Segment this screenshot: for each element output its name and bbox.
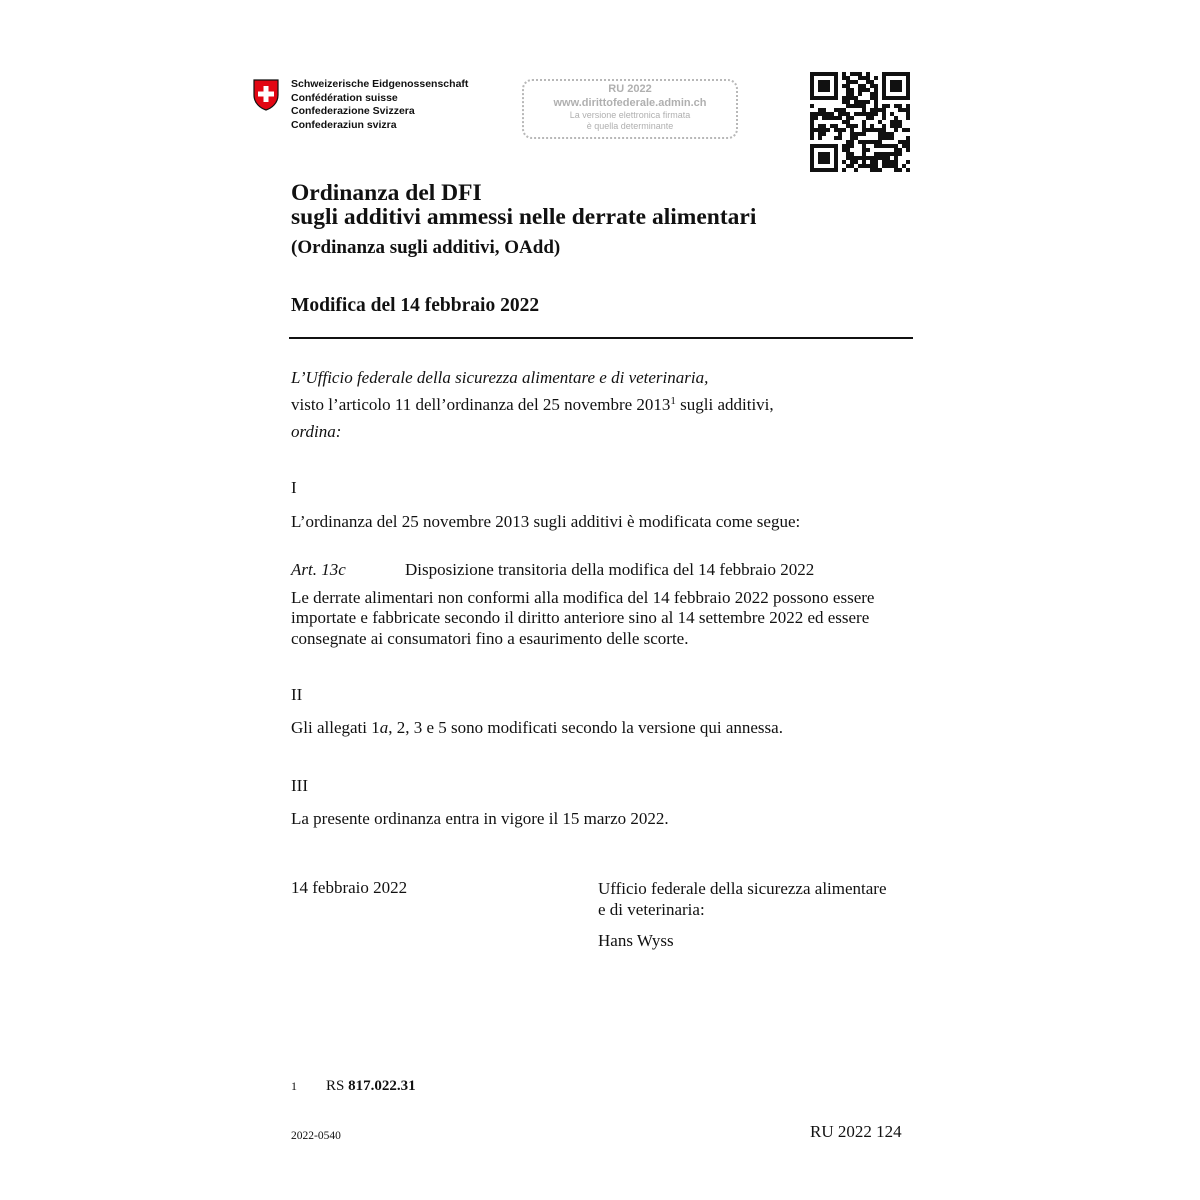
ru-reference: RU 2022 124 (810, 1122, 902, 1141)
article-text-line-3: consegnate ai consumatori fino a esaurimento delle scorte. (291, 629, 689, 648)
signature-office-line-2: e di veterinaria: (598, 900, 705, 919)
title-divider (289, 337, 913, 339)
official-publication-stamp (522, 79, 738, 139)
article-text-line-2: importate e fabbricate secondo il diritto anteriore sino al 14 settembre 2022 ed essere (291, 608, 870, 627)
section-3-text: La presente ordinanza entra in vigore il 15 marzo 2022. (291, 809, 669, 828)
confederation-name-rm: Confederaziun svizra (291, 118, 397, 131)
footnote-reference[interactable]: 1 (670, 395, 676, 407)
stamp-url[interactable]: www.dirittofederale.admin.ch (553, 97, 707, 109)
preamble-basis-text: visto l’articolo 11 dell’ordinanza del 25 novembre 2013 (291, 395, 671, 414)
title-line-1: Ordinanza del DFI (291, 180, 482, 206)
section-2-text-start: Gli allegati 1 (291, 718, 380, 737)
section-2-text-end: , 2, 3 e 5 sono modificati secondo la versione qui annessa. (388, 718, 783, 737)
preamble-authority: L’Ufficio federale della sicurezza alimentare e di veterinaria, (291, 368, 709, 387)
section-numeral-2: II (291, 685, 303, 704)
page-title (291, 181, 756, 229)
title-line-2: sugli additivi ammessi nelle derrate alimentari (291, 204, 757, 230)
article-title: Disposizione transitoria della modifica del 14 febbraio 2022 (405, 560, 815, 579)
signature-office (598, 878, 887, 920)
footnote-text (326, 1078, 416, 1095)
confederation-name-de: Schweizerische Eidgenossenschaft (291, 78, 469, 90)
preamble-ordains: ordina: (291, 422, 342, 441)
footnote-number: 1 (291, 1079, 297, 1093)
confederation-name-it: Confederazione Svizzera (291, 105, 415, 117)
article-label: Art. 13c (291, 560, 346, 579)
signature-date: 14 febbraio 2022 (291, 878, 408, 897)
section-numeral-1: I (291, 478, 297, 497)
section-2-text (291, 717, 783, 739)
stamp-ru: RU 2022 (608, 83, 652, 95)
confederation-name-fr: Confédération suisse (291, 91, 398, 104)
section-1-intro: L’ordinanza del 25 novembre 2013 sugli additivi è modificata come segue: (291, 512, 801, 531)
swiss-cross-icon (252, 79, 280, 111)
section-numeral-3: III (291, 776, 308, 795)
annex-letter: a (379, 718, 389, 737)
article-text-line-1: Le derrate alimentari non conformi alla modifica del 14 febbraio 2022 possono essere (291, 588, 875, 607)
footnote-prefix: RS (326, 1078, 349, 1094)
amendment-date: Modifica del 14 febbraio 2022 (291, 295, 540, 316)
signature-office-line-1: Ufficio federale della sicurezza alimentare (598, 879, 887, 898)
footnote-sr-number[interactable]: 817.022.31 (348, 1078, 416, 1094)
confederation-names (291, 78, 468, 132)
preamble-basis (291, 394, 774, 416)
signatory-name: Hans Wyss (598, 931, 674, 950)
preamble-basis-tail: sugli additivi, (675, 395, 774, 414)
qr-code-icon (810, 72, 910, 172)
stamp-note-1: La versione elettronica firmata (569, 110, 691, 120)
title-abbreviation: (Ordinanza sugli additivi, OAdd) (291, 237, 561, 258)
document-number: 2022-0540 (291, 1130, 341, 1142)
stamp-note-2: è quella determinante (586, 121, 674, 131)
